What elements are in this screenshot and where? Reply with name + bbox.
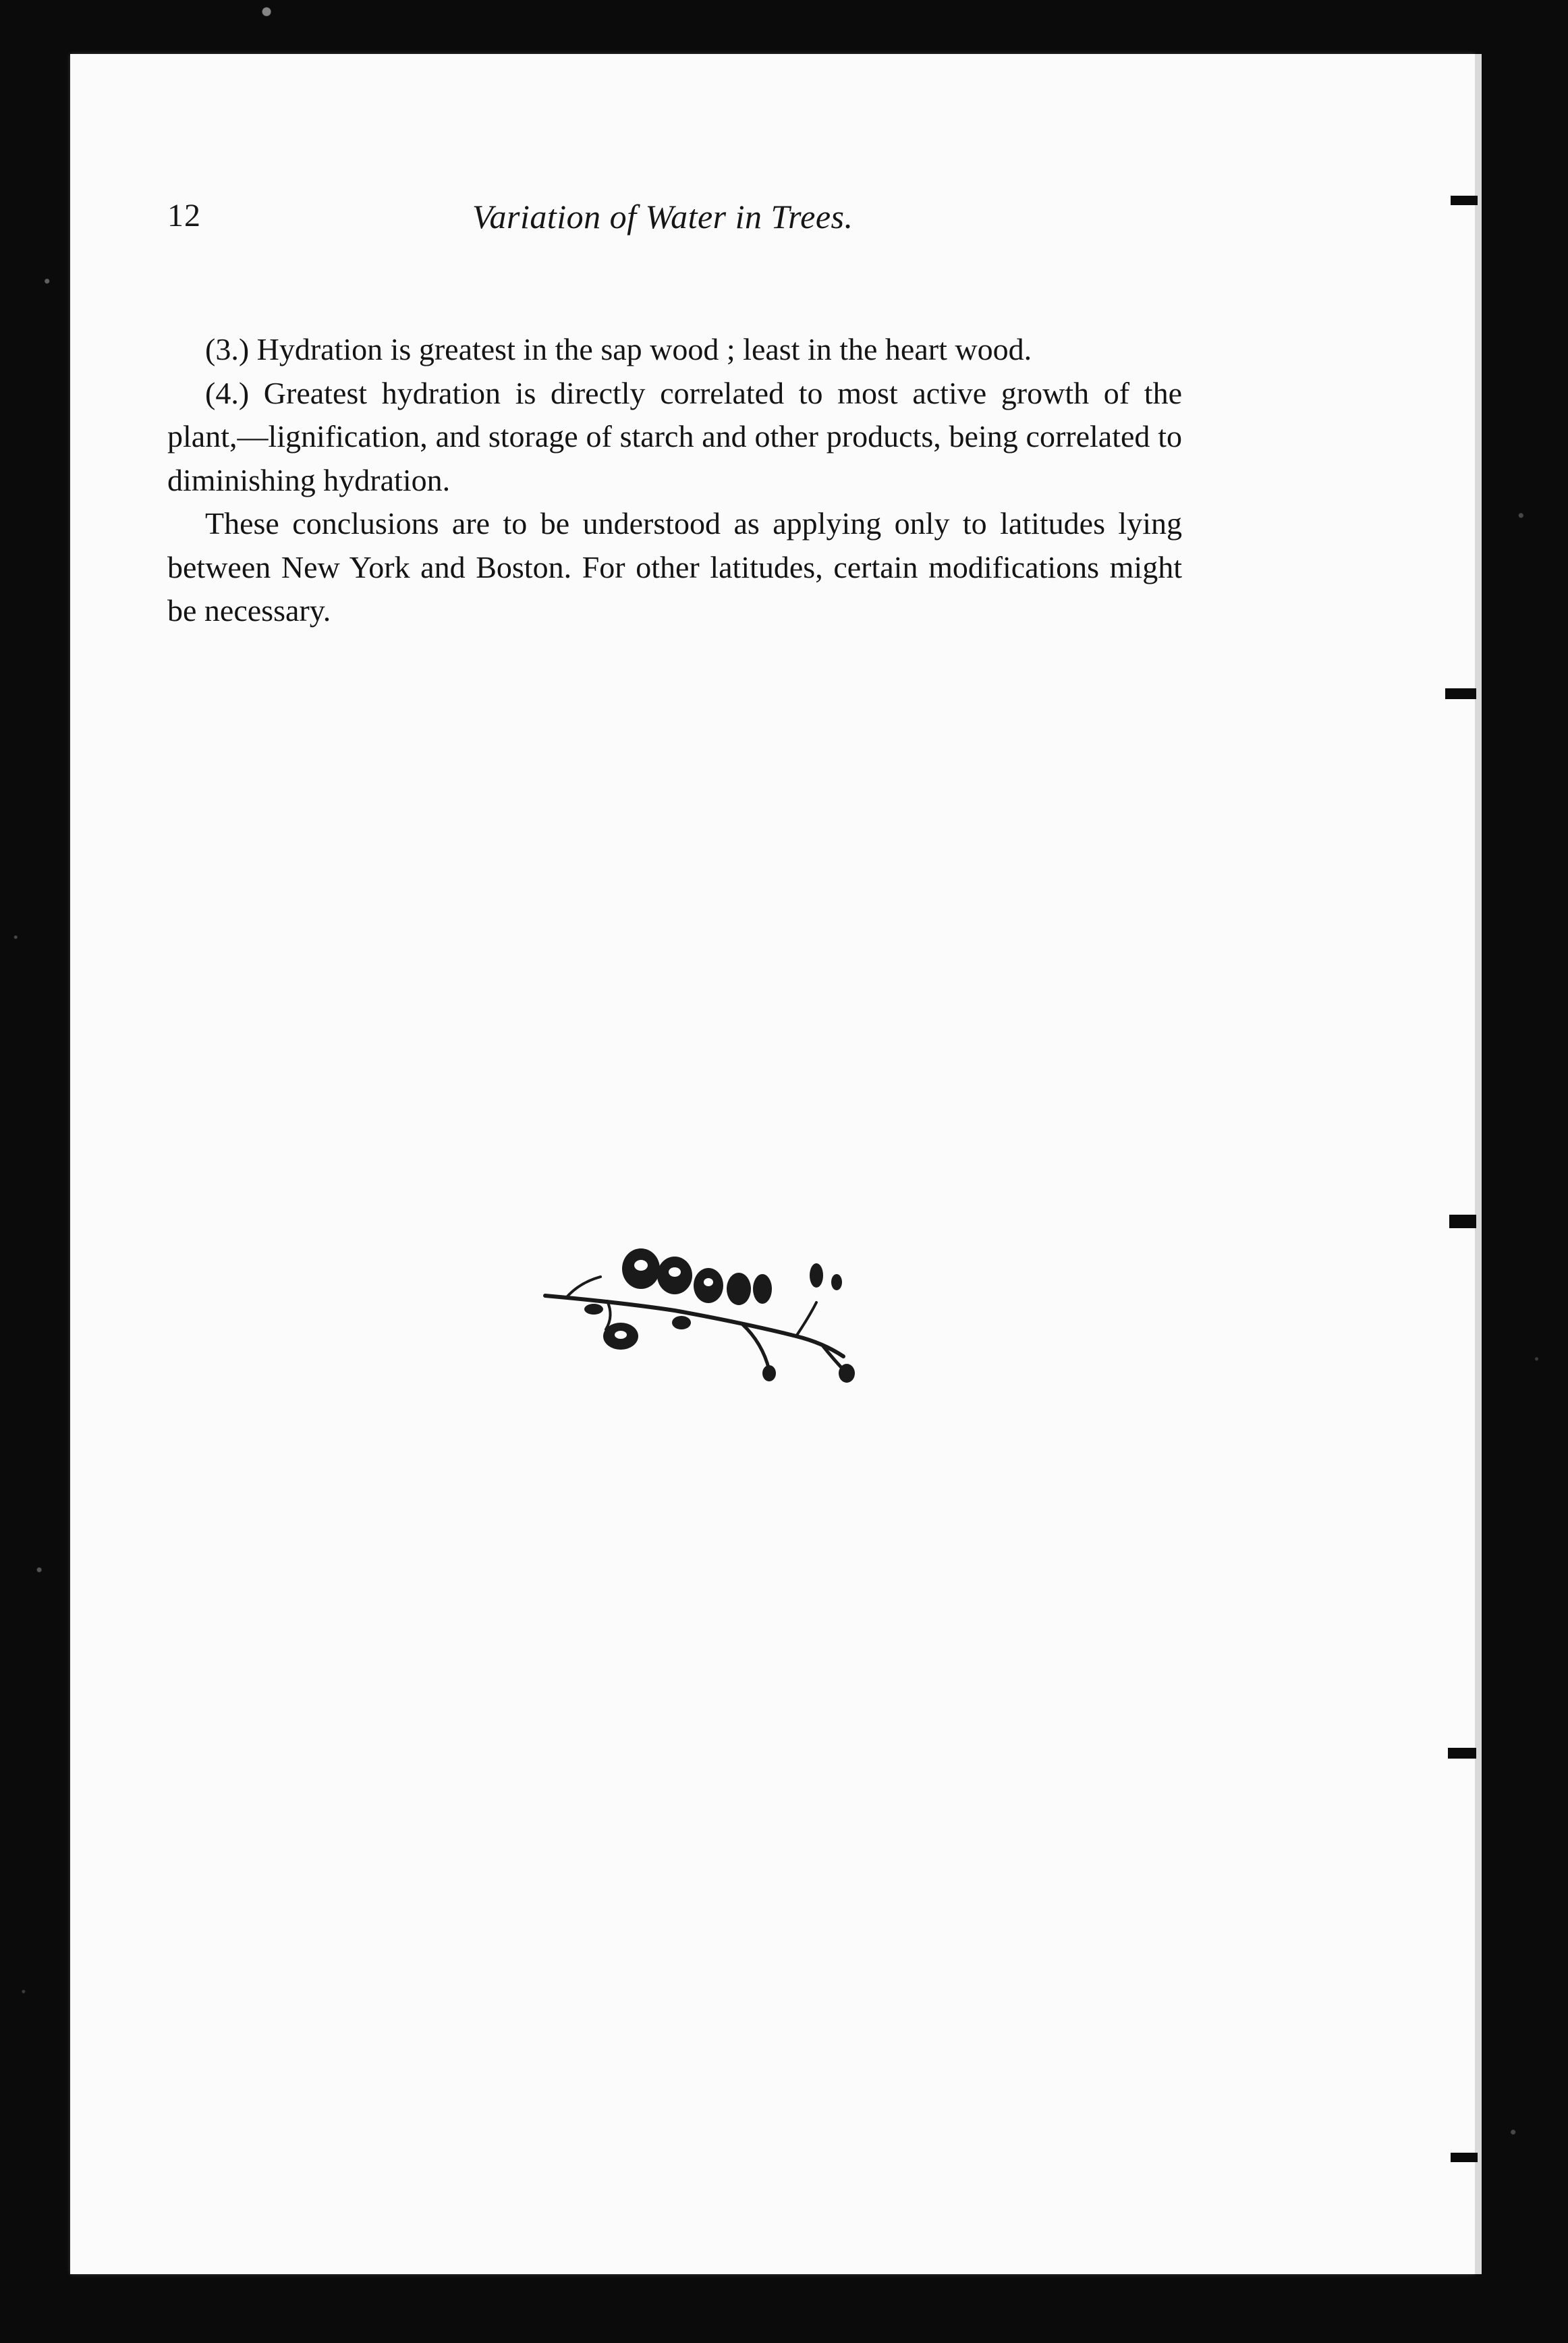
running-title: Variation of Water in Trees. xyxy=(472,198,853,236)
paragraph-latitude-note: These conclusions are to be understood as applying only to latitudes lying between New York and Boston. For other latitudes, certain modifications might be necessary. xyxy=(167,506,1182,628)
margin-mark xyxy=(1445,688,1476,699)
margin-mark xyxy=(1451,2153,1478,2162)
floral-branch-ornament xyxy=(540,1235,864,1383)
page-header xyxy=(167,197,1179,251)
margin-mark xyxy=(1448,1748,1476,1759)
page-edge xyxy=(1475,54,1482,2274)
margin-mark xyxy=(1449,1215,1476,1228)
body-text xyxy=(167,328,1182,633)
margin-mark xyxy=(1451,196,1478,205)
paragraph-conclusion-3: (3.) Hydration is greatest in the sap wood ; least in the heart wood. xyxy=(205,332,1032,366)
page-number: 12 xyxy=(167,198,201,233)
paragraph-conclusion-4: (4.) Greatest hydration is directly correlated to most active growth of the plant,—lignification, and storage of starch and other products, being correlated to diminishing hydration. xyxy=(167,375,1182,497)
